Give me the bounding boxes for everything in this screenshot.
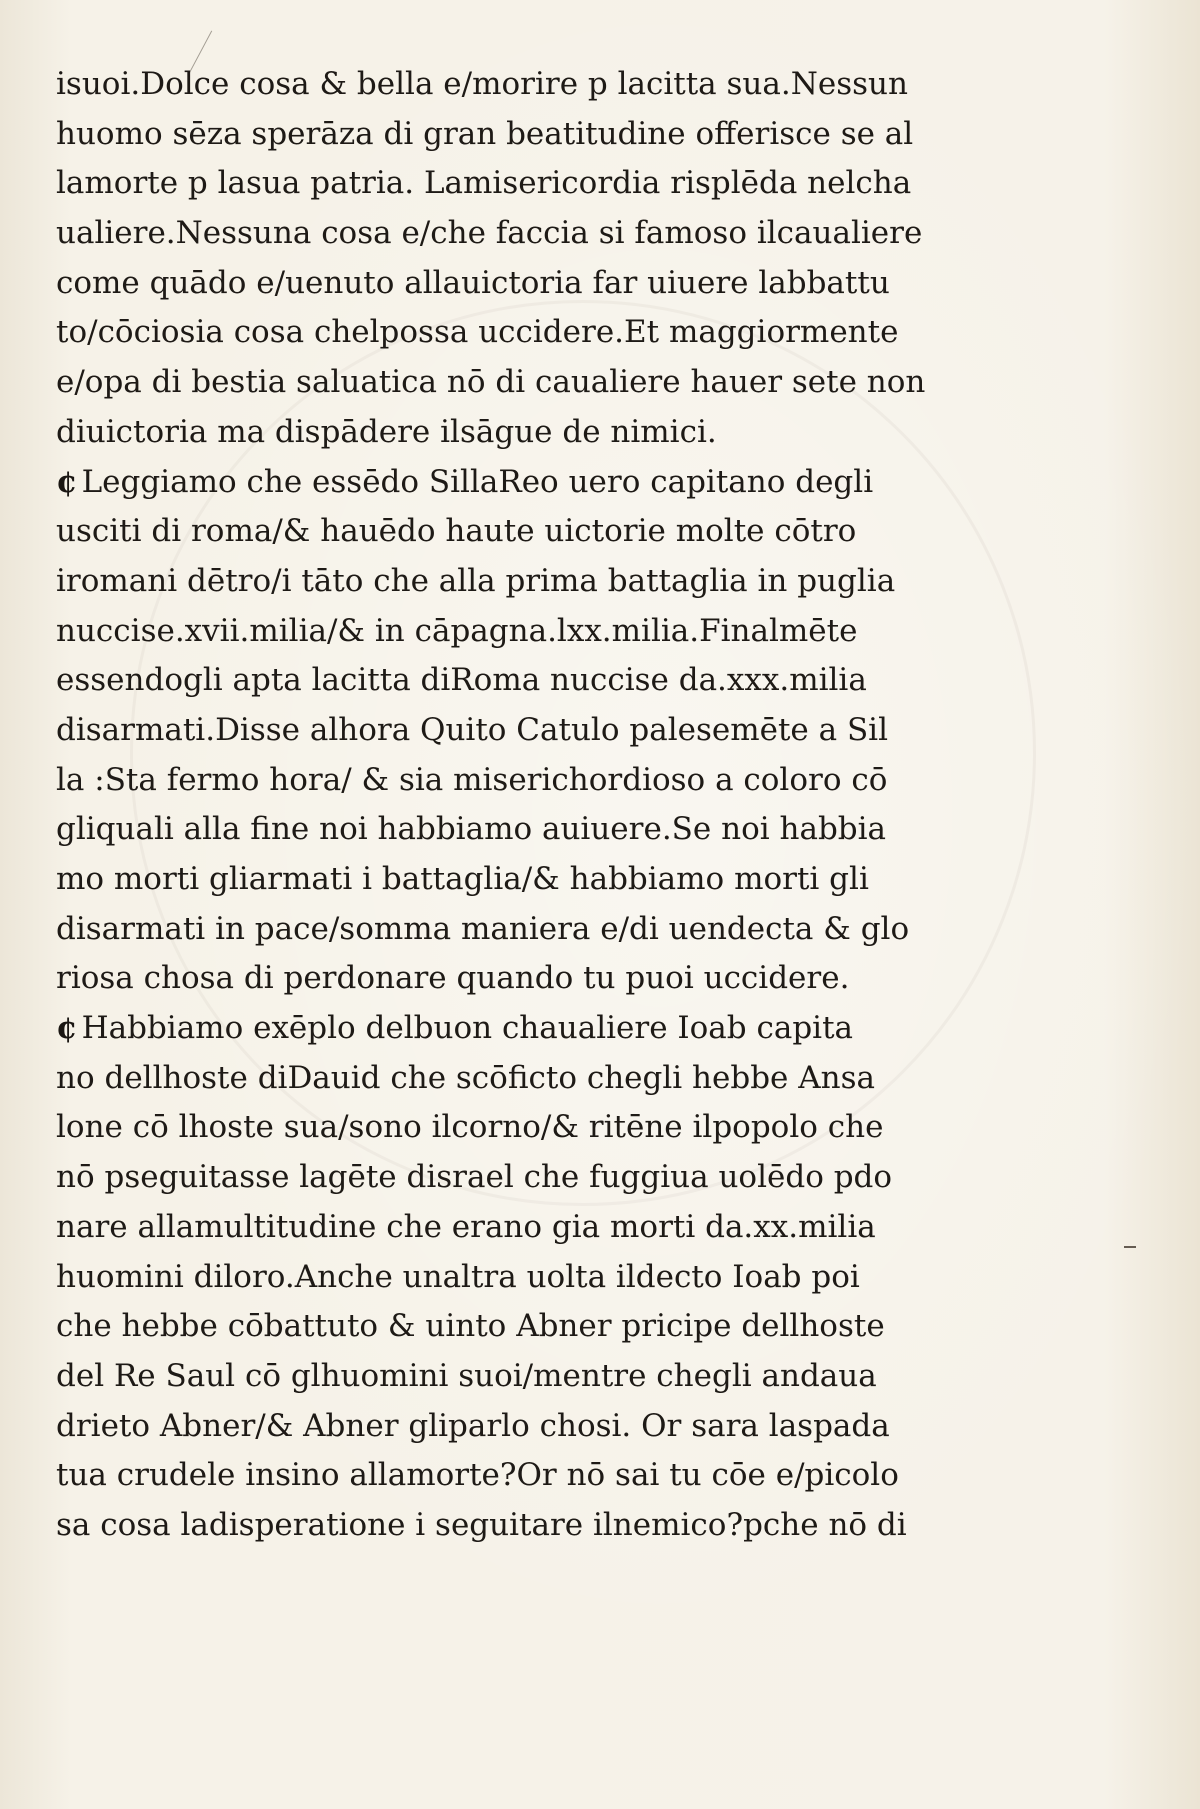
- text-line: diuictoria ma dispādere ilsāgue de nimici.: [56, 413, 717, 450]
- text-line: essendogli apta lacitta diRoma nuccise da.xxx.milia: [56, 662, 867, 699]
- printed-text-block: [56, 60, 986, 1551]
- text-line: gliquali alla fine noi habbiamo auiuere.Se noi habbia: [56, 811, 887, 848]
- ink-speck: [1124, 1246, 1136, 1248]
- text-line: nō pseguitasse lagēte disrael che fuggiua uolēdo pdo: [56, 1159, 893, 1196]
- text-line: riosa chosa di perdonare quando tu puoi uccidere.: [56, 960, 850, 997]
- text-line: del Re Saul cō glhuomini suoi/mentre chegli andaua: [56, 1357, 877, 1394]
- text-line: no dellhoste diDauid che scōficto chegli hebbe Ansa: [56, 1059, 875, 1096]
- text-line: e/opa di bestia saluatica nō di caualiere hauer sete non: [56, 364, 926, 401]
- text-line: Habbiamo exēplo delbuon chaualiere Ioab capita: [81, 1010, 854, 1047]
- text-line: mo morti gliarmati i battaglia/& habbiamo morti gli: [56, 861, 869, 897]
- paragraph-mark: ¢: [56, 1010, 78, 1047]
- text-line: ualiere.Nessuna cosa e/che faccia si famoso ilcaualiere: [56, 215, 923, 252]
- text-line: Leggiamo che essēdo SillaReo uero capitano degli: [81, 463, 874, 500]
- paragraph-mark: ¢: [56, 463, 78, 500]
- text-line: sa cosa ladisperatione i seguitare ilnemico?pche nō di: [56, 1506, 907, 1543]
- text-line: lone cō lhoste sua/sono ilcorno/& ritēne ilpopolo che: [56, 1109, 884, 1146]
- text-line: che hebbe cōbattuto & uinto Abner pricipe dellhoste: [56, 1308, 885, 1345]
- text-line: come quādo e/uenuto allauictoria far uiuere labbattu: [56, 264, 890, 301]
- text-line: huomini diloro.Anche unaltra uolta ildecto Ioab poi: [56, 1258, 860, 1295]
- paragraph-line: [56, 458, 986, 508]
- text-line: la :Sta fermo hora/ & sia miserichordioso a coloro cō: [56, 761, 888, 798]
- text-line: usciti di roma/& hauēdo haute uictorie molte cōtro: [56, 513, 857, 550]
- text-line: lamorte p lasua patria. Lamisericordia risplēda nelcha: [56, 165, 912, 202]
- paragraph-line: [56, 1004, 986, 1054]
- text-line: tua crudele insino allamorte?Or nō sai tu cōe e/picolo: [56, 1457, 899, 1494]
- text-line: drieto Abner/& Abner gliparlo chosi. Or sara laspada: [56, 1407, 890, 1444]
- text-line: nuccise.xvii.milia/& in cāpagna.lxx.milia.Finalmēte: [56, 612, 858, 649]
- text-line: to/cōciosia cosa chelpossa uccidere.Et maggiormente: [56, 314, 899, 351]
- text-line: huomo sēza sperāza di gran beatitudine offerisce se al: [56, 115, 914, 152]
- text-line: nare allamultitudine che erano gia morti da.xx.milia: [56, 1208, 876, 1245]
- text-line: disarmati.Disse alhora Quito Catulo palesemēte a Sil: [56, 711, 889, 748]
- text-line: isuoi.Dolce cosa & bella e/morire p lacitta sua.Nessun: [56, 66, 908, 102]
- text-line: disarmati in pace/somma maniera e/di uendecta & glo: [56, 910, 910, 947]
- text-line: iromani dētro/i tāto che alla prima battaglia in puglia: [56, 562, 896, 599]
